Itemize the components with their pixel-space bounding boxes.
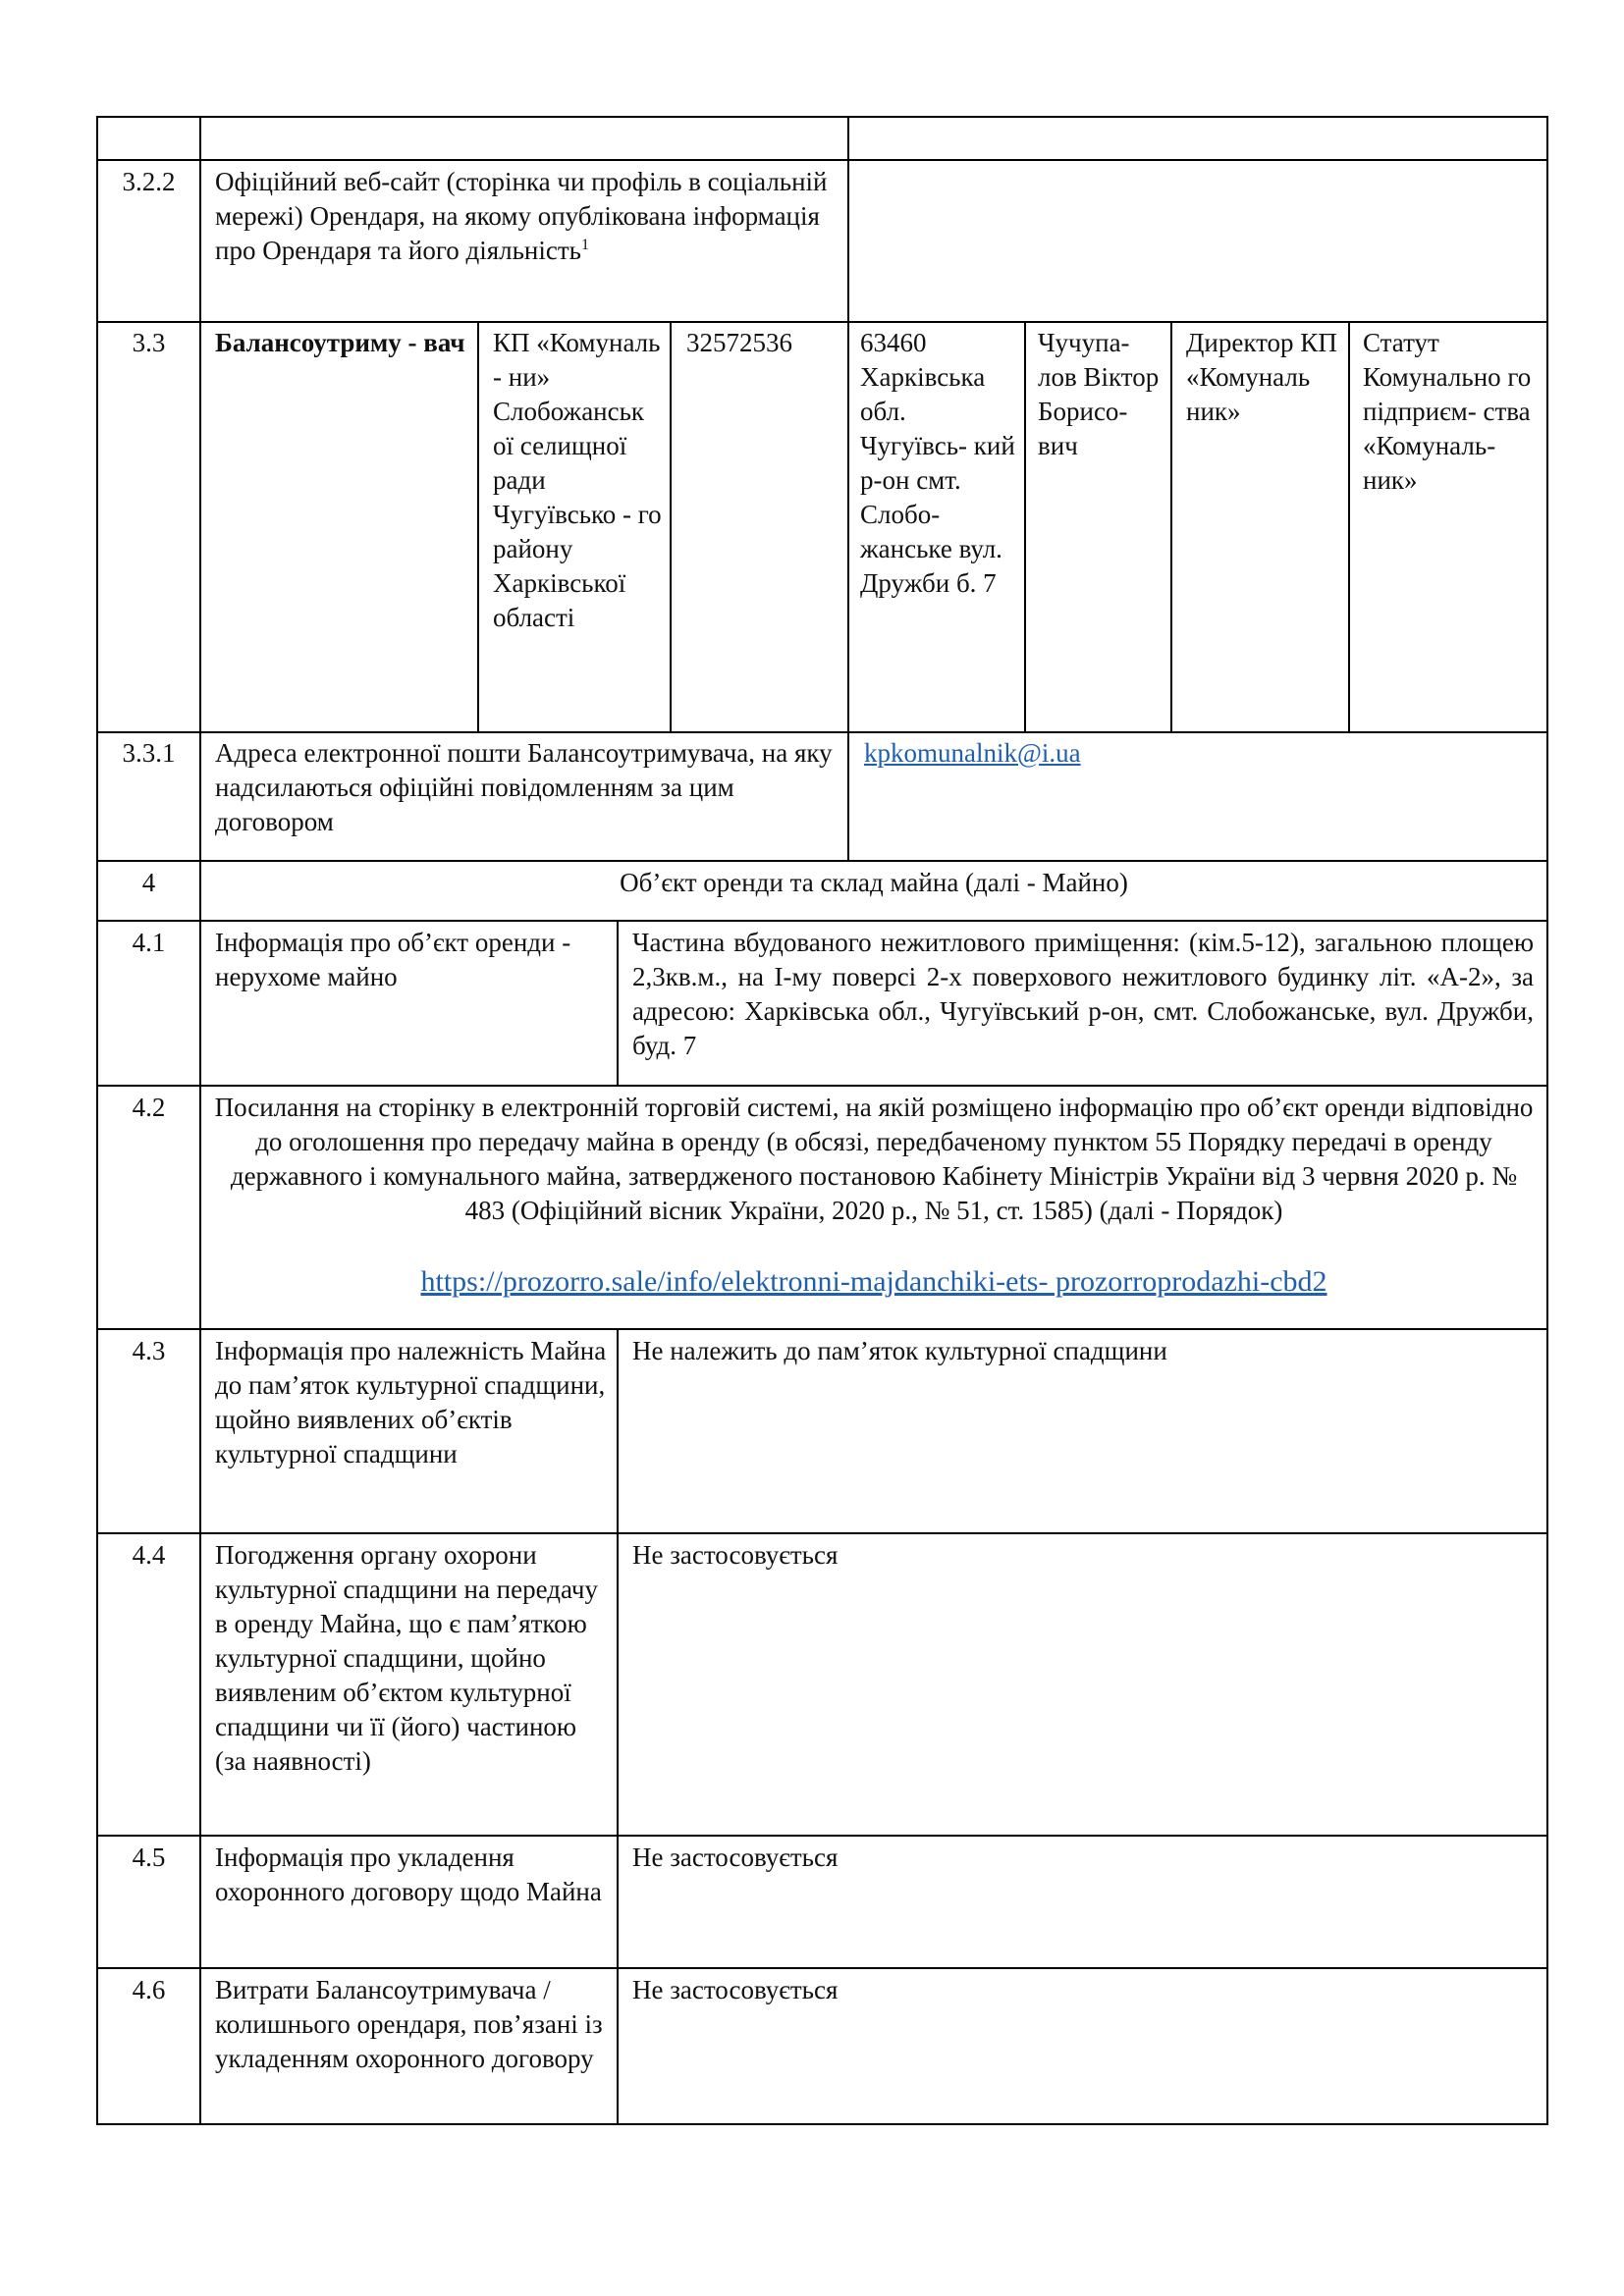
heritage-value: Не належить до пам’яток культурної спадщини: [632, 1336, 1167, 1365]
row-number: 4.4: [132, 1540, 166, 1570]
object-label: Інформація про об’єкт оренди - нерухоме майно: [215, 928, 571, 991]
heritage-label: Інформація про належність Майна до пам’яток культурної спадщини, щойно виявлених об’єктів культурної спадщини: [215, 1336, 607, 1468]
prozorro-link[interactable]: https://prozorro.sale/info/elektronni-majdanchiki-ets- prozorroprodazhi-cbd2: [420, 1265, 1327, 1298]
row-number: 4.5: [132, 1842, 166, 1872]
row-number: 3.3.1: [122, 738, 176, 768]
row-number: 4.2: [132, 1093, 166, 1122]
trading-system-link-cell: [208, 1263, 1540, 1301]
balance-holder-name: КП «Комуналь - ни» Слобожанськ ої селищної ради Чугуївсько - го району Харківської області: [493, 328, 662, 632]
email-label: Адреса електронної пошти Балансоутримувача, на яку надсилаються офіційні повідомленням за цим договором: [215, 738, 833, 836]
balance-holder-label: Балансоутриму - вач: [215, 328, 465, 357]
website-label: [215, 165, 834, 268]
row-number: 3.2.2: [122, 167, 176, 196]
balance-holder-code: 32572536: [686, 328, 792, 357]
balance-holder-basis: Статут Комунально го підприєм- ства «Комуналь- ник»: [1363, 328, 1532, 495]
row-number: 4.1: [132, 928, 166, 957]
balance-holder-address: 63460 Харківська обл. Чугуївсь- кий р-он смт. Слобо- жанське вул. Дружби б. 7: [860, 328, 1015, 598]
heritage-approval-value: Не застосовується: [632, 1540, 839, 1570]
row-number: 4.6: [132, 1975, 166, 2004]
footnote-marker[interactable]: 1: [580, 237, 589, 253]
row-number: 3.3: [132, 328, 166, 357]
email-link[interactable]: kpkomunalnik@i.ua: [864, 738, 1081, 768]
email-value-cell: [864, 736, 1532, 771]
balance-holder-person: Чучупа- лов Віктор Борисо- вич: [1038, 328, 1160, 460]
contract-expenses-label: Витрати Балансоутримувача /колишнього орендаря, пов’язані із укладенням охоронного договору: [215, 1975, 603, 2073]
website-label-text: Офіційний веб-сайт (сторінка чи профіль в соціальній мережі) Орендаря, на якому опублікована інформація про Орендаря та його діяльність: [215, 167, 828, 265]
trading-system-text: Посилання на сторінку в електронній торговій системі, на якій розміщено інформацію про об’єкт оренди відповідно до оголошення про передачу майна в оренду (в обсязі, передбаченому пунктом 55 Порядку передачі в оренду державного і комунального майна, затвердженого постановою Кабінету Міністрів України від 3 червня 2020 р. № 483 (Офіційний вісник України, 2020 р., № 51, ст. 1585) (далі - Порядок): [214, 1093, 1534, 1225]
row-number: 4.3: [132, 1336, 166, 1365]
protection-contract-label: Інформація про укладення охоронного договору щодо Майна: [215, 1842, 602, 1906]
heritage-approval-label: Погодження органу охорони культурної спадщини на передачу в оренду Майна, що є пам’яткою культурної спадщини, щойно виявленим об’єктом культурної спадщини чи її (його) частиною (за наявності): [215, 1540, 598, 1776]
contract-expenses-value: Не застосовується: [632, 1975, 839, 2004]
section-title: Об’єкт оренди та склад майна (далі - Майно): [620, 868, 1128, 897]
protection-contract-value: Не застосовується: [632, 1842, 839, 1872]
row-number: 4: [141, 868, 156, 897]
object-description: Частина вбудованого нежитлового приміщення: (кім.5-12), загальною площею 2,3кв.м., на І-му поверсі 2-х поверхового нежитлового будинку літ. «А-2», за адресою: Харківська обл., Чугуївський р-он, смт. Слобожанське, вул. Дружби, буд. 7: [632, 928, 1534, 1060]
balance-holder-position: Директор КП «Комуналь ник»: [1186, 328, 1337, 426]
